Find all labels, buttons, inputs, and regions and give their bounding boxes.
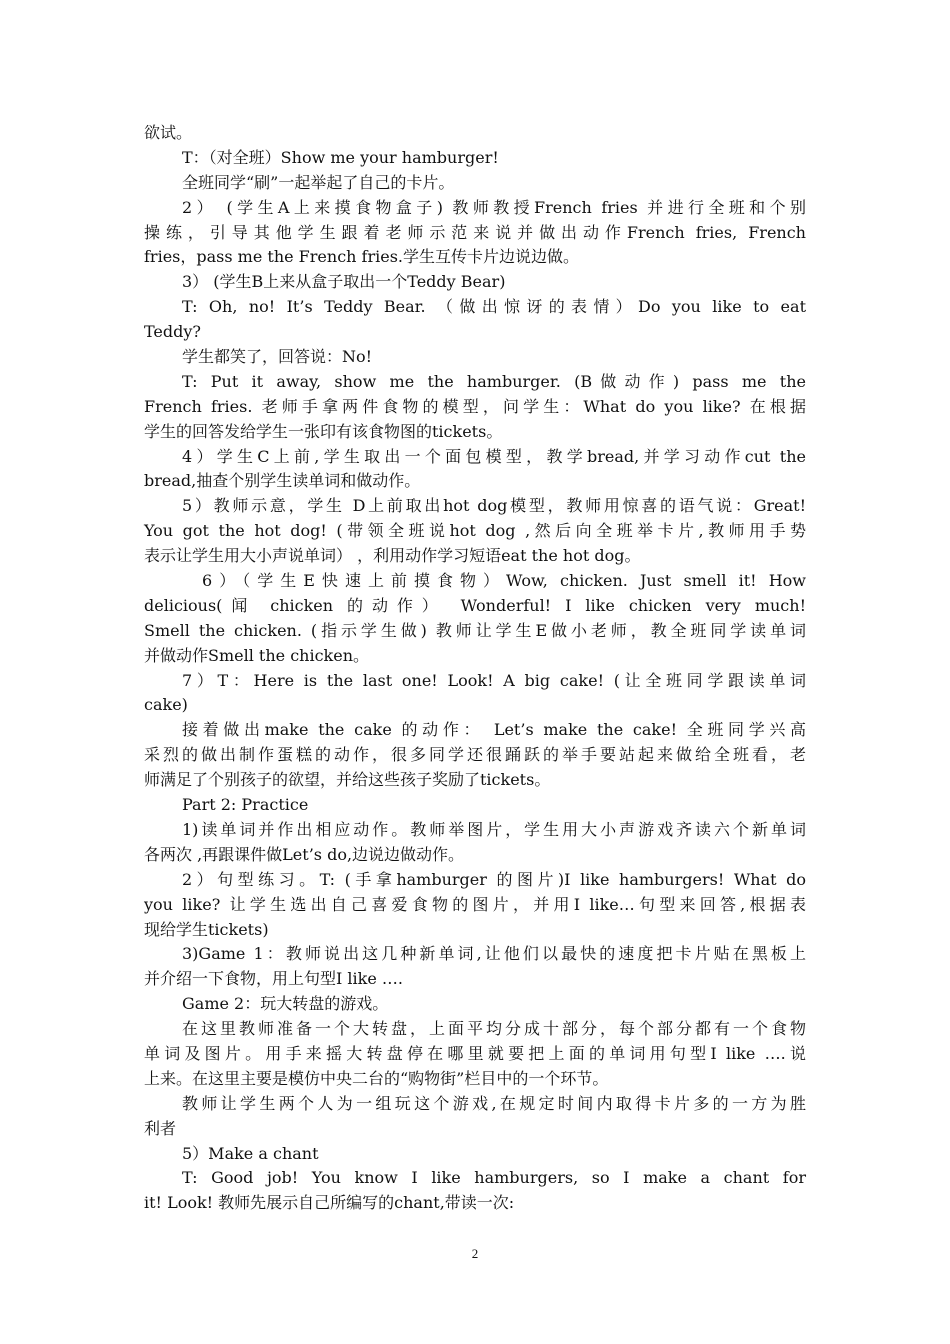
text-line: fries，pass me the French fries.学生互传卡片边说边做。 — [144, 247, 580, 267]
text-line: 3)Game 1：教师说出这几种新单词,让他们以最快的速度把卡片贴在黑板上 — [182, 944, 806, 964]
text-line: bread,抽查个别学生读单词和做动作。 — [144, 471, 421, 491]
page-number: 2 — [471, 1246, 479, 1261]
text-line: 教师让学生两个人为一组玩这个游戏,在规定时间内取得卡片多的一方为胜 — [182, 1093, 806, 1113]
text-line: 3） (学生B上来从盒子取出一个Teddy Bear) — [182, 272, 506, 292]
text-line: 7）T：Here is the last one! Look! A big cake! (让全班同学跟读单词 — [182, 670, 806, 690]
text-line: T: Oh, no! It’s Teddy Bear. （做出惊讶的表情）Do you like to eat — [182, 297, 806, 317]
text-line: 并做动作Smell the chicken。 — [144, 645, 370, 665]
text-line: 利者 — [144, 1118, 177, 1138]
text-line: 学生都笑了，回答说：No! — [182, 347, 373, 367]
text-line: 上来。在这里主要是模仿中央二台的“购物街”栏目中的一个环节。 — [144, 1068, 609, 1088]
text-line: T：（对全班）Show me your hamburger! — [182, 147, 499, 167]
text-line: 现给学生tickets) — [144, 919, 269, 939]
text-line: 欲试。 — [144, 123, 193, 142]
text-line: 学生的回答发给学生一张印有该食物图的tickets。 — [144, 421, 503, 441]
text-line: Teddy? — [144, 322, 201, 342]
text-line: 2） (学生A上来摸食物盒子) 教师教授French fries 并进行全班和个别 — [182, 197, 806, 217]
text-line: Smell the chicken. (指示学生做) 教师让学生E做小老师，教全班同学读单词 — [144, 620, 806, 640]
text-line: 全班同学“刷”一起举起了自己的卡片。 — [182, 172, 455, 192]
text-line: 采烈的做出制作蛋糕的动作，很多同学还很踊跃的举手要站起来做给全班看，老 — [144, 745, 806, 765]
text-line: 并介绍一下食物，用上句型I like …. — [144, 969, 403, 989]
text-line: French fries. 老师手拿两件食物的模型，问学生：What do you like? 在根据 — [144, 396, 806, 416]
text-line: 4）学生C上前,学生取出一个面包模型，教学bread,并学习动作cut the — [182, 446, 806, 466]
text-line: 在这里教师准备一个大转盘，上面平均分成十部分，每个部分都有一个食物 — [182, 1019, 806, 1039]
body-text — [144, 121, 806, 1216]
text-line: it! Look! 教师先展示自己所编写的chant,带读一次: — [144, 1193, 515, 1213]
text-line: you like? 让学生选出自己喜爱食物的图片，并用I like…句型来回答,根据表 — [144, 894, 806, 914]
text-line: Part 2: Practice — [182, 795, 309, 815]
text-line: 单词及图片。用手来摇大转盘停在哪里就要把上面的单词用句型I like ….说 — [144, 1043, 806, 1063]
text-line: 表示让学生用大小声说单词） ，利用动作学习短语eat the hot dog。 — [144, 546, 641, 566]
text-line: You got the hot dog! (带领全班说hot dog ,然后向全班举卡片,教师用手势 — [144, 521, 806, 541]
text-line: 6）（学生E快速上前摸食物）Wow, chicken. Just smell it! How — [202, 571, 806, 591]
text-line: 各两次 ,再跟课件做Let’s do,边说边做动作。 — [144, 844, 465, 864]
text-line: cake) — [144, 695, 188, 715]
text-line: 师满足了个别孩子的欲望，并给这些孩子奖励了tickets。 — [144, 770, 551, 790]
text-line: 5）教师示意，学生 D上前取出hot dog模型，教师用惊喜的语气说：Great! — [182, 496, 806, 516]
text-line: T: Put it away, show me the hamburger. (B做动作) pass me the — [182, 371, 806, 391]
text-line: delicious(闻 chicken 的动作） Wonderful! I like chicken very much! — [144, 595, 806, 615]
text-line: 1)读单词并作出相应动作。教师举图片，学生用大小声游戏齐读六个新单词 — [182, 819, 806, 839]
text-line: Game 2：玩大转盘的游戏。 — [182, 994, 389, 1014]
text-line: 2）句型练习。T: (手拿hamburger 的图片)I like hamburgers! What do — [182, 869, 806, 889]
text-line: 5）Make a chant — [182, 1143, 319, 1163]
text-line: 操练，引导其他学生跟着老师示范来说并做出动作French fries, French — [144, 222, 806, 242]
text-line: 接着做出make the cake 的动作： Let’s make the cake! 全班同学兴高 — [182, 720, 806, 740]
text-line: T: Good job! You know I like hamburgers, so I make a chant for — [182, 1168, 806, 1188]
